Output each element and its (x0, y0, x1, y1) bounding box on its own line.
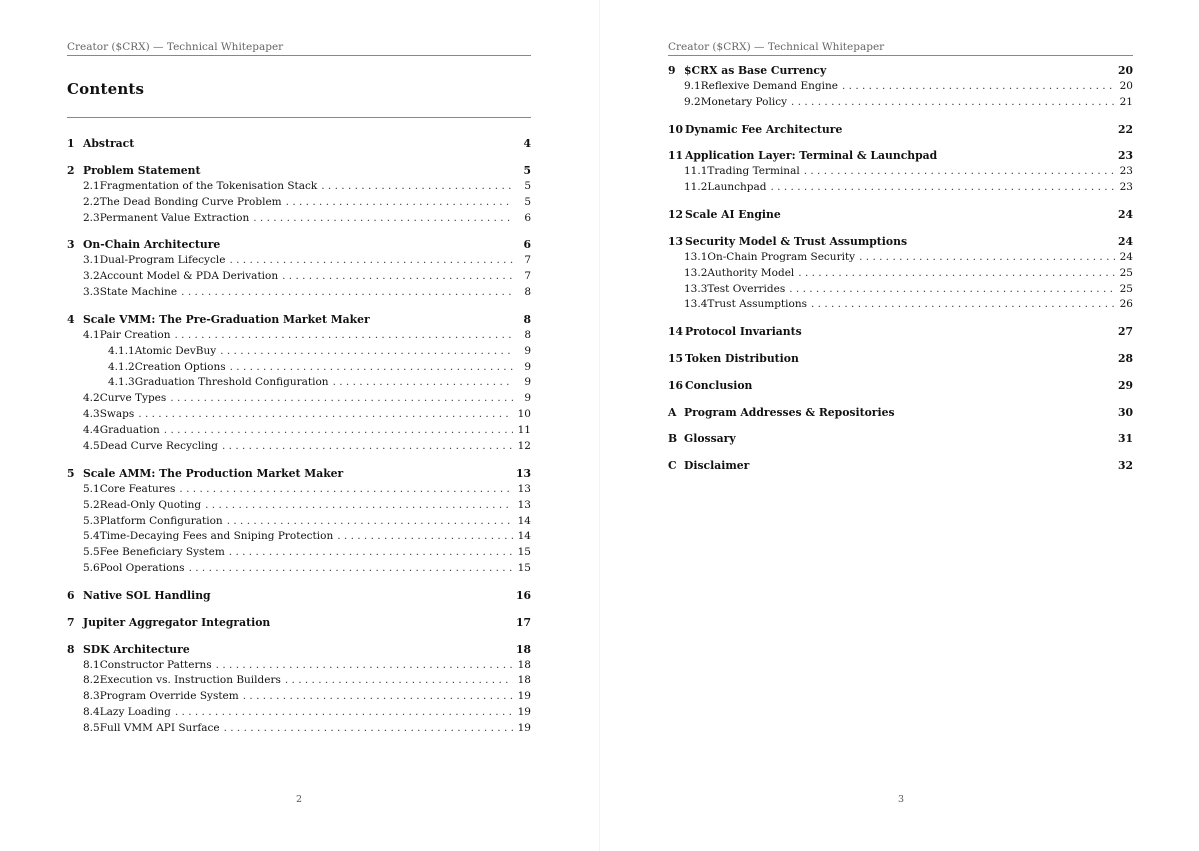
toc-title: Native SOL Handling (83, 589, 211, 602)
toc-subsection[interactable] (108, 376, 531, 388)
toc-title: Pool Operations (99, 562, 185, 575)
toc-number: 13.2 (684, 266, 708, 279)
toc-number: 3.1 (83, 254, 100, 267)
toc-subsection[interactable] (83, 180, 531, 192)
toc-page-number: 9 (524, 376, 531, 389)
toc-page-number: 23 (1117, 149, 1133, 163)
toc-title: On-Chain Program Security (707, 250, 856, 263)
toc-page-number: 17 (515, 615, 531, 629)
toc-title: $CRX as Base Currency (684, 64, 827, 77)
toc-page-number: 9 (524, 392, 531, 405)
toc-number: 9 (668, 64, 676, 77)
toc-leader-dots (170, 392, 513, 404)
toc-number: 4.1.2 (108, 360, 135, 373)
toc-page-number: 31 (1117, 432, 1133, 446)
toc-leader-dots (216, 659, 513, 671)
toc-leader-dots (337, 530, 513, 542)
toc-leader-dots (811, 298, 1115, 310)
toc-section[interactable] (668, 432, 1133, 445)
toc-page-number: 19 (517, 690, 531, 703)
toc-page-number: 23 (1119, 181, 1133, 194)
toc-subsection[interactable] (108, 345, 531, 357)
toc-number: 3.2 (83, 270, 100, 283)
toc-number: 4 (67, 312, 75, 326)
toc-leader-dots (282, 270, 513, 282)
toc-number: 5.3 (83, 514, 100, 527)
toc-number: 8.1 (83, 658, 100, 671)
toc-title: Dead Curve Recycling (99, 440, 218, 452)
toc-title: Atomic DevBuy (134, 344, 217, 357)
toc-number: 4.1.1 (108, 344, 135, 357)
toc-number: 5.5 (83, 546, 100, 559)
toc-title: Program Override System (99, 690, 239, 703)
toc-page-number: 19 (517, 706, 531, 719)
toc-page-number: 5 (524, 179, 531, 192)
toc-page-number: 6 (523, 238, 531, 252)
toc-title: Account Model & PDA Derivation (99, 270, 279, 283)
toc-page-number: 12 (517, 440, 531, 452)
toc-section[interactable] (668, 123, 1133, 136)
toc-title: Curve Types (99, 392, 167, 405)
toc-title: Fragmentation of the Tokenisation Stack (99, 179, 318, 192)
toc-subsection[interactable] (83, 546, 531, 558)
header-rule (67, 55, 531, 56)
toc-subsection[interactable] (684, 181, 1133, 193)
toc-title: Trading Terminal (707, 165, 800, 178)
toc-page-number: 13 (517, 482, 531, 495)
page-number: 3 (897, 794, 905, 805)
toc-number: 8.2 (83, 674, 100, 687)
toc-page-number: 14 (517, 514, 531, 527)
toc-leader-dots (164, 424, 513, 436)
toc-title: Platform Configuration (99, 514, 223, 527)
toc-page-number: 26 (1119, 298, 1133, 311)
toc-page-number: 6 (524, 211, 531, 224)
toc-section[interactable] (668, 325, 1133, 338)
toc-title: Authority Model (707, 266, 795, 279)
toc-page-number: 22 (1117, 122, 1133, 136)
toc-number: 11.2 (684, 181, 708, 194)
toc-page-number: 18 (517, 674, 531, 687)
toc-subsection[interactable] (83, 483, 531, 495)
toc-subsection[interactable] (83, 515, 531, 527)
toc-leader-dots (224, 722, 513, 734)
toc-subsection[interactable] (684, 298, 1133, 310)
toc-number: 3 (67, 238, 75, 252)
toc-page-number: 7 (524, 254, 531, 267)
toc-title: Launchpad (707, 181, 767, 194)
toc-page-number: 20 (1117, 64, 1133, 77)
toc-number: 5 (67, 466, 75, 480)
toc-section[interactable] (668, 64, 1133, 77)
toc-title: Swaps (99, 408, 135, 421)
toc-page-number: 9 (524, 344, 531, 357)
toc-leader-dots (181, 286, 513, 298)
toc-subsection[interactable] (83, 408, 531, 420)
toc-subsection[interactable] (684, 283, 1133, 295)
toc-number: 16 (668, 378, 684, 392)
toc-number: 4.3 (83, 408, 100, 421)
toc-leader-dots (791, 96, 1115, 108)
toc-page-number: 13 (515, 466, 531, 480)
toc-title: Read-Only Quoting (99, 498, 202, 511)
toc-number: 4.1.3 (108, 376, 135, 389)
toc-number: 11 (668, 149, 684, 163)
toc-title: On-Chain Architecture (83, 238, 221, 252)
page-right (600, 0, 1199, 851)
toc-title: Dynamic Fee Architecture (685, 122, 843, 136)
toc-title: Core Features (99, 482, 176, 495)
toc-subsection[interactable] (83, 392, 531, 404)
toc-title: Test Overrides (707, 282, 786, 295)
toc-title: Scale AI Engine (685, 208, 781, 221)
contents-title: Contents (67, 80, 145, 98)
header-rule (668, 55, 1133, 56)
running-header: Creator ($CRX) — Technical Whitepaper (668, 41, 885, 53)
toc-section[interactable] (668, 235, 1133, 248)
toc-section[interactable] (67, 137, 531, 150)
toc-number: 5.4 (83, 530, 100, 543)
toc-page-number: 19 (517, 722, 531, 735)
toc-page-number: 24 (1119, 250, 1133, 263)
toc-leader-dots (230, 361, 513, 373)
toc-number: 12 (668, 208, 684, 221)
toc-number: 2.3 (83, 211, 100, 224)
toc-leader-dots (138, 408, 513, 420)
toc-section[interactable] (67, 616, 531, 629)
toc-number: 10 (668, 122, 684, 136)
toc-section[interactable] (67, 313, 531, 326)
toc-subsection[interactable] (83, 690, 531, 702)
toc-page-number: 18 (515, 642, 531, 656)
toc-page-number: 18 (517, 658, 531, 671)
toc-number: C (668, 459, 677, 473)
toc-number: 2 (67, 163, 75, 177)
toc-subsection[interactable] (684, 80, 1133, 92)
toc-leader-dots (174, 329, 513, 341)
toc-title: Pair Creation (99, 328, 171, 341)
toc-subsection[interactable] (83, 706, 531, 718)
toc-title: Jupiter Aggregator Integration (83, 615, 271, 629)
toc-leader-dots (798, 267, 1115, 279)
toc-page-number: 32 (1117, 459, 1133, 473)
toc-number: 8 (67, 642, 75, 656)
toc-page-number: 15 (517, 562, 531, 575)
toc-page-number: 15 (517, 546, 531, 559)
toc-title: Security Model & Trust Assumptions (685, 234, 908, 248)
toc-leader-dots (804, 165, 1115, 177)
toc-page-number: 8 (524, 328, 531, 341)
toc-page-number: 24 (1117, 208, 1133, 221)
toc-number: 8.5 (83, 722, 100, 735)
toc-title: Lazy Loading (99, 706, 171, 719)
toc-page-number: 11 (517, 424, 531, 437)
toc-subsection[interactable] (83, 212, 531, 224)
running-header: Creator ($CRX) — Technical Whitepaper (67, 41, 284, 53)
toc-number: 9.2 (684, 95, 701, 108)
toc-title: Creation Options (134, 360, 226, 373)
toc-page-number: 16 (515, 589, 531, 602)
toc-page-number: 30 (1117, 405, 1133, 419)
toc-title: SDK Architecture (83, 642, 190, 656)
toc-page-number: 20 (1119, 79, 1133, 92)
toc-leader-dots (286, 196, 513, 208)
toc-leader-dots (189, 562, 513, 574)
toc-leader-dots (285, 674, 513, 686)
toc-number: A (668, 405, 677, 419)
contents-rule (67, 117, 531, 118)
toc-subsection[interactable] (83, 286, 531, 298)
toc-page-number: 25 (1119, 266, 1133, 279)
toc-page-number: 24 (1117, 234, 1133, 248)
toc-number: 13.3 (684, 282, 708, 295)
toc-leader-dots (227, 515, 513, 527)
toc-page-number: 9 (524, 360, 531, 373)
toc-leader-dots (842, 80, 1115, 92)
toc-number: 13.4 (684, 298, 708, 311)
toc-number: 5.2 (83, 498, 100, 511)
toc-page-number: 29 (1117, 378, 1133, 392)
toc-leader-dots (229, 254, 513, 266)
toc-leader-dots (771, 181, 1116, 193)
toc-subsection[interactable] (83, 329, 531, 341)
toc-subsection[interactable] (83, 722, 531, 734)
toc-title: Monetary Policy (700, 95, 788, 108)
toc-number: 4.2 (83, 392, 100, 405)
toc-subsection[interactable] (83, 499, 531, 511)
toc-page-number: 28 (1117, 352, 1133, 365)
toc-subsection[interactable] (83, 530, 531, 542)
toc-page-number: 21 (1119, 95, 1133, 108)
toc-number: 14 (668, 325, 684, 339)
toc-subsection[interactable] (684, 165, 1133, 177)
toc-title: Application Layer: Terminal & Launchpad (685, 149, 938, 163)
toc-section[interactable] (668, 149, 1133, 162)
toc-page-number: 27 (1117, 325, 1133, 339)
toc-leader-dots (175, 706, 513, 718)
toc-subsection[interactable] (83, 440, 531, 452)
toc-title: Reflexive Demand Engine (700, 79, 838, 92)
toc-section[interactable] (668, 379, 1133, 392)
page-number: 2 (295, 794, 303, 805)
toc-number: 8.3 (83, 690, 100, 703)
toc-title: Execution vs. Instruction Builders (99, 674, 281, 687)
toc-number: 7 (67, 615, 75, 629)
toc-title: Trust Assumptions (707, 298, 807, 311)
toc-title: Graduation (99, 424, 160, 437)
toc-number: 4.5 (83, 440, 100, 452)
toc-title: Protocol Invariants (685, 325, 802, 339)
toc-number: 2.1 (83, 179, 100, 192)
toc-title: Fee Beneficiary System (99, 546, 225, 559)
toc-page-number: 10 (517, 408, 531, 421)
toc-title: Token Distribution (685, 352, 799, 365)
toc-title: Dual-Program Lifecycle (99, 254, 226, 267)
toc-leader-dots (321, 180, 513, 192)
toc-leader-dots (179, 483, 513, 495)
page-left (0, 0, 599, 851)
toc-page-number: 5 (524, 195, 531, 208)
toc-number: 11.1 (684, 165, 708, 178)
toc-number: 6 (67, 589, 75, 602)
toc-page-number: 5 (523, 163, 531, 177)
toc-title: The Dead Bonding Curve Problem (99, 195, 282, 208)
toc-number: 5.1 (83, 482, 100, 495)
toc-number: 13.1 (684, 250, 708, 263)
toc-title: Time-Decaying Fees and Sniping Protection (99, 530, 334, 543)
toc-leader-dots (253, 212, 513, 224)
toc-number: 3.3 (83, 286, 100, 298)
toc-title: Disclaimer (684, 459, 750, 473)
toc-page-number: 23 (1119, 165, 1133, 178)
toc-subsection[interactable] (83, 424, 531, 436)
toc-subsection[interactable] (83, 659, 531, 671)
toc-page-number: 25 (1119, 282, 1133, 295)
toc-section[interactable] (67, 164, 531, 177)
toc-section[interactable] (668, 208, 1133, 221)
toc-subsection[interactable] (684, 251, 1133, 263)
toc-subsection[interactable] (83, 674, 531, 686)
toc-subsection[interactable] (83, 196, 531, 208)
toc-subsection[interactable] (83, 270, 531, 282)
toc-title: Problem Statement (83, 163, 201, 177)
toc-section[interactable] (67, 643, 531, 656)
toc-subsection[interactable] (83, 562, 531, 574)
toc-number: 4.1 (83, 328, 100, 341)
toc-title: Constructor Patterns (99, 658, 212, 671)
toc-leader-dots (859, 251, 1115, 263)
toc-title: Conclusion (685, 378, 753, 392)
toc-section[interactable] (668, 352, 1133, 365)
toc-number: 9.1 (684, 79, 701, 92)
toc-number: 13 (668, 234, 684, 248)
toc-subsection[interactable] (684, 267, 1133, 279)
toc-page-number: 14 (517, 530, 531, 543)
toc-leader-dots (243, 690, 513, 702)
toc-page-number: 4 (523, 137, 531, 150)
toc-page-number: 8 (523, 312, 531, 326)
toc-leader-dots (333, 376, 513, 388)
toc-section[interactable] (668, 406, 1133, 419)
toc-number: 5.6 (83, 562, 100, 575)
toc-page-number: 7 (524, 270, 531, 283)
toc-subsection[interactable] (108, 361, 531, 373)
toc-section[interactable] (67, 238, 531, 251)
toc-title: Scale AMM: The Production Market Maker (83, 466, 344, 480)
toc-subsection[interactable] (684, 96, 1133, 108)
toc-title: Abstract (83, 137, 135, 150)
toc-title: State Machine (99, 286, 178, 298)
toc-number: B (668, 432, 678, 446)
toc-number: 8.4 (83, 706, 100, 719)
toc-section[interactable] (67, 467, 531, 480)
toc-title: Program Addresses & Repositories (684, 405, 895, 419)
toc-title: Glossary (684, 432, 736, 446)
toc-number: 2.2 (83, 195, 100, 208)
toc-title: Full VMM API Surface (99, 722, 220, 735)
toc-number: 4.4 (83, 424, 100, 437)
toc-title: Scale VMM: The Pre-Graduation Market Maker (83, 312, 370, 326)
toc-leader-dots (222, 440, 513, 452)
toc-number: 1 (67, 137, 75, 150)
toc-leader-dots (205, 499, 513, 511)
toc-page-number: 13 (517, 498, 531, 511)
toc-section[interactable] (67, 589, 531, 602)
toc-leader-dots (789, 283, 1115, 295)
toc-title: Permanent Value Extraction (99, 211, 250, 224)
toc-section[interactable] (668, 459, 1133, 472)
toc-number: 15 (668, 352, 684, 365)
toc-title: Graduation Threshold Configuration (134, 376, 329, 389)
toc-leader-dots (220, 345, 513, 357)
toc-page-number: 8 (524, 286, 531, 298)
toc-leader-dots (229, 546, 513, 558)
toc-subsection[interactable] (83, 254, 531, 266)
